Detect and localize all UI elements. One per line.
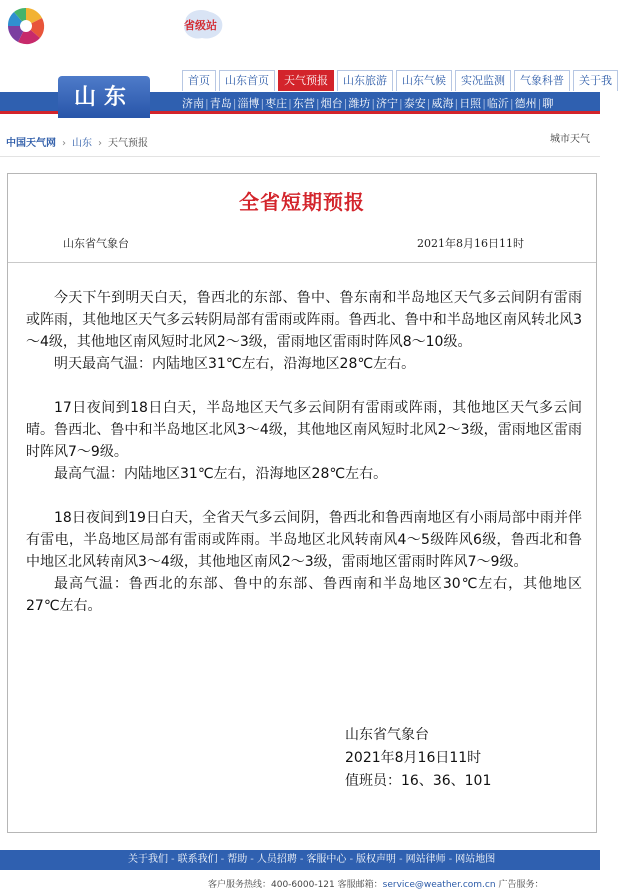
breadcrumb-separator: › xyxy=(62,138,66,149)
footer-link-sitemap[interactable]: 网站地图 xyxy=(455,854,496,865)
tab-about[interactable]: 关于我 xyxy=(573,70,618,91)
city-link-zibo[interactable]: 淄博 xyxy=(237,97,260,110)
city-link-yantai[interactable]: 烟台 xyxy=(320,97,343,110)
signature-date: 2021年8月16日11时 xyxy=(345,750,482,766)
breadcrumb-current: 天气预报 xyxy=(108,138,148,149)
footer-link-about[interactable]: 关于我们 xyxy=(128,854,168,865)
temperature-line: 最高气温：鲁西北的东部、鲁中的东部、鲁西南和半岛地区30℃左右，其他地区27℃左右。 xyxy=(26,576,582,614)
footer-link-help[interactable]: 帮助 xyxy=(227,854,248,865)
footer-link-contact[interactable]: 联系我们 xyxy=(177,854,218,865)
city-link-zaozhuang[interactable]: 枣庄 xyxy=(265,97,288,110)
hotline-text: 客户服务热线：400-6000-121 xyxy=(208,880,335,890)
city-link-qingdao[interactable]: 青岛 xyxy=(209,97,232,110)
forecast-title: 全省短期预报 xyxy=(239,190,365,214)
footer-link-lawyer[interactable]: 网站律师 xyxy=(405,854,446,865)
temperature-line: 明天最高气温：内陆地区31℃左右，沿海地区28℃左右。 xyxy=(54,356,416,372)
signature-org: 山东省气象台 xyxy=(345,727,429,743)
tab-shandong-climate[interactable]: 山东气候 xyxy=(396,70,452,91)
tab-shandong-travel[interactable]: 山东旅游 xyxy=(337,70,393,91)
breadcrumb-home[interactable]: 中国天气网 xyxy=(6,138,56,149)
divider xyxy=(8,262,596,263)
city-link-jinan[interactable]: 济南 xyxy=(182,97,204,110)
city-links: 济南 | 青岛 | 淄博 | 枣庄 | 东营 | 烟台 | 潍坊 | 济宁 | 泰安 | 威海 | 日照 | 临沂 | 德州 | 聊 xyxy=(182,95,553,113)
email-label: 客服邮箱： xyxy=(337,880,383,890)
province-title: 山东 xyxy=(58,76,150,118)
pinwheel-logo-icon[interactable] xyxy=(6,6,46,46)
footer-link-service[interactable]: 客服中心 xyxy=(306,854,347,865)
issue-time: 2021年8月16日11时 xyxy=(417,237,524,250)
ad-service-label: 广告服务： xyxy=(498,880,544,890)
city-link-weihai[interactable]: 威海 xyxy=(431,97,454,110)
tab-shandong-home[interactable]: 山东首页 xyxy=(219,70,275,91)
signature-block xyxy=(345,724,491,793)
footer-contact xyxy=(208,877,543,890)
city-link-dezhou[interactable]: 德州 xyxy=(514,97,537,110)
main-nav-tabs xyxy=(182,70,621,91)
forecast-panel xyxy=(7,173,597,833)
badge-label: 省级站 xyxy=(184,19,217,32)
tab-science[interactable]: 气象科普 xyxy=(514,70,570,91)
issuer-name: 山东省气象台 xyxy=(63,237,129,250)
forecast-paragraph: 17日夜间到18日白天，半岛地区天气多云间阴有雷雨或阵雨，其他地区天气多云间晴。鲁西北、鲁中和半岛地区北风3～4级，其他地区南风短时北风2～3级，雷雨地区雷雨时阵风7～9级。 xyxy=(26,400,582,460)
city-link-weifang[interactable]: 潍坊 xyxy=(348,97,371,110)
city-weather-link[interactable]: 城市天气 xyxy=(550,134,590,145)
city-link-taian[interactable]: 泰安 xyxy=(403,97,426,110)
footer-link-copyright[interactable]: 版权声明 xyxy=(356,854,397,865)
tab-live-monitoring[interactable]: 实况监测 xyxy=(455,70,511,91)
footer-link-jobs[interactable]: 人员招聘 xyxy=(256,854,297,865)
city-link-rizhao[interactable]: 日照 xyxy=(459,97,482,110)
tab-home[interactable]: 首页 xyxy=(182,70,216,91)
forecast-paragraph: 18日夜间到19日白天，全省天气多云间阴，鲁西北和鲁西南地区有小雨局部中雨并伴有雷电，半岛地区局部有雷雨或阵雨。半岛地区北风转南风4～5级阵风6级，鲁西北和鲁中地区北风转南风3～4级，其他地区南风2～3级，雷雨地区雷雨时阵风7～9级。 xyxy=(26,510,582,570)
signature-duty: 值班员：16、36、101 xyxy=(345,773,492,789)
breadcrumb-separator: › xyxy=(98,138,102,149)
forecast-body xyxy=(26,287,582,617)
footer-links: 关于我们 - 联系我们 - 帮助 - 人员招聘 - 客服中心 - 版权声明 - 网站律师 - 网站地图 xyxy=(128,854,496,865)
email-link[interactable]: service@weather.com.cn xyxy=(382,880,496,890)
city-link-liaocheng[interactable]: 聊 xyxy=(542,97,554,110)
temperature-line: 最高气温：内陆地区31℃左右，沿海地区28℃左右。 xyxy=(54,466,388,482)
breadcrumb-shandong[interactable]: 山东 xyxy=(72,138,92,149)
province-site-badge[interactable] xyxy=(180,6,226,44)
city-link-dongying[interactable]: 东营 xyxy=(292,97,315,110)
city-link-jining[interactable]: 济宁 xyxy=(376,97,399,110)
tab-weather-forecast[interactable]: 天气预报 xyxy=(278,70,334,91)
forecast-paragraph: 今天下午到明天白天，鲁西北的东部、鲁中、鲁东南和半岛地区天气多云间阴有雷雨或阵雨，其他地区天气多云转阴局部有雷雨或阵雨。鲁西北、鲁中和半岛地区南风转北风3～4级，其他地区南风短时北风2～3级，雷雨地区雷雨时阵风8～10级。 xyxy=(26,290,582,350)
city-link-linyi[interactable]: 临沂 xyxy=(486,97,509,110)
breadcrumb xyxy=(6,137,148,151)
divider xyxy=(0,156,600,157)
